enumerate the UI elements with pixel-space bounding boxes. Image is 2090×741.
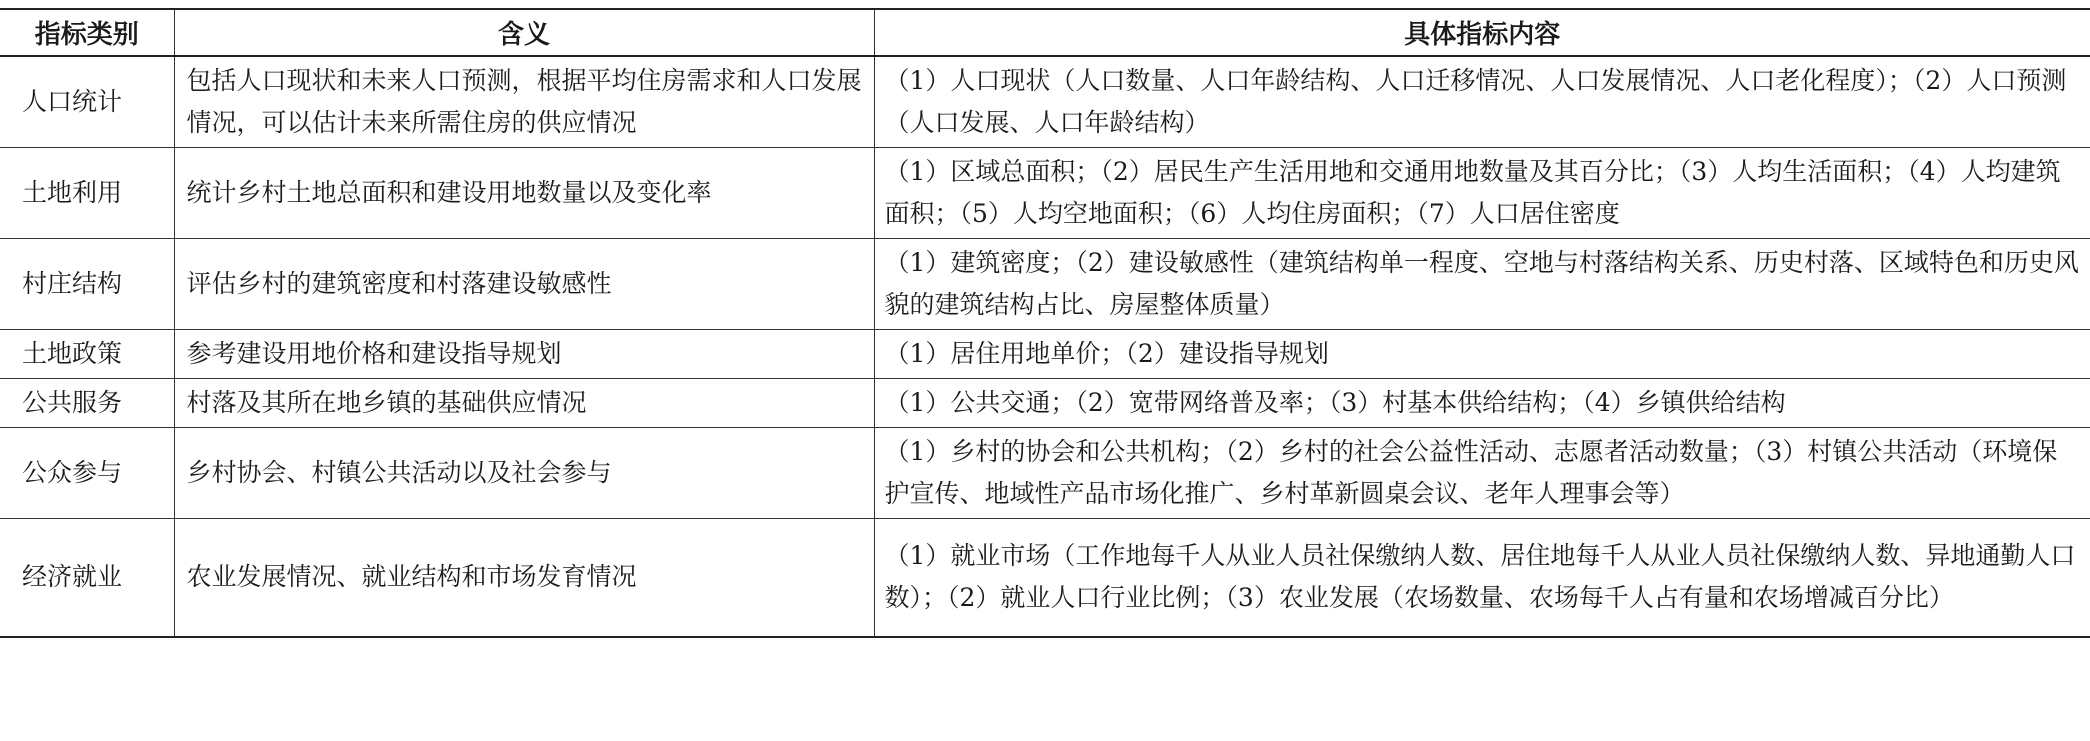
cell-category: 公众参与: [0, 428, 174, 519]
header-meaning: 含义: [174, 9, 874, 56]
cell-category: 人口统计: [0, 56, 174, 148]
cell-content: （1）公共交通；（2）宽带网络普及率；（3）村基本供给结构；（4）乡镇供给结构: [874, 379, 2090, 428]
header-row: [0, 9, 2090, 56]
cell-category: 村庄结构: [0, 239, 174, 330]
cell-category: 公共服务: [0, 379, 174, 428]
table-header: [0, 9, 2090, 56]
cell-meaning: 参考建设用地价格和建设指导规划: [174, 330, 874, 379]
cell-meaning: 统计乡村土地总面积和建设用地数量以及变化率: [174, 148, 874, 239]
header-content: 具体指标内容: [874, 9, 2090, 56]
cell-content: （1）就业市场（工作地每千人从业人员社保缴纳人数、居住地每千人从业人员社保缴纳人数、异地通勤人口数）；（2）就业人口行业比例；（3）农业发展（农场数量、农场每千人占有量和农场增减百分比）: [874, 519, 2090, 637]
table-body: [0, 56, 2090, 637]
table-row: [0, 379, 2090, 428]
cell-content: （1）区域总面积；（2）居民生产生活用地和交通用地数量及其百分比；（3）人均生活面积；（4）人均建筑面积；（5）人均空地面积；（6）人均住房面积；（7）人口居住密度: [874, 148, 2090, 239]
cell-category: 土地利用: [0, 148, 174, 239]
table-row: [0, 56, 2090, 148]
cell-content: （1）居住用地单价；（2）建设指导规划: [874, 330, 2090, 379]
table-row: [0, 330, 2090, 379]
cell-content: （1）乡村的协会和公共机构；（2）乡村的社会公益性活动、志愿者活动数量；（3）村镇公共活动（环境保护宣传、地域性产品市场化推广、乡村革新圆桌会议、老年人理事会等）: [874, 428, 2090, 519]
cell-meaning: 包括人口现状和未来人口预测，根据平均住房需求和人口发展情况，可以估计未来所需住房的供应情况: [174, 56, 874, 148]
table-row: [0, 519, 2090, 637]
indicator-table-container: [0, 8, 2090, 638]
cell-meaning: 村落及其所在地乡镇的基础供应情况: [174, 379, 874, 428]
indicator-table: [0, 8, 2090, 638]
cell-category: 土地政策: [0, 330, 174, 379]
cell-content: （1）人口现状（人口数量、人口年龄结构、人口迁移情况、人口发展情况、人口老化程度）；（2）人口预测（人口发展、人口年龄结构）: [874, 56, 2090, 148]
table-row: [0, 428, 2090, 519]
table-row: [0, 148, 2090, 239]
cell-meaning: 乡村协会、村镇公共活动以及社会参与: [174, 428, 874, 519]
cell-category: 经济就业: [0, 519, 174, 637]
table-row: [0, 239, 2090, 330]
cell-meaning: 农业发展情况、就业结构和市场发育情况: [174, 519, 874, 637]
cell-meaning: 评估乡村的建筑密度和村落建设敏感性: [174, 239, 874, 330]
header-category: 指标类别: [0, 9, 174, 56]
cell-content: （1）建筑密度；（2）建设敏感性（建筑结构单一程度、空地与村落结构关系、历史村落、区域特色和历史风貌的建筑结构占比、房屋整体质量）: [874, 239, 2090, 330]
